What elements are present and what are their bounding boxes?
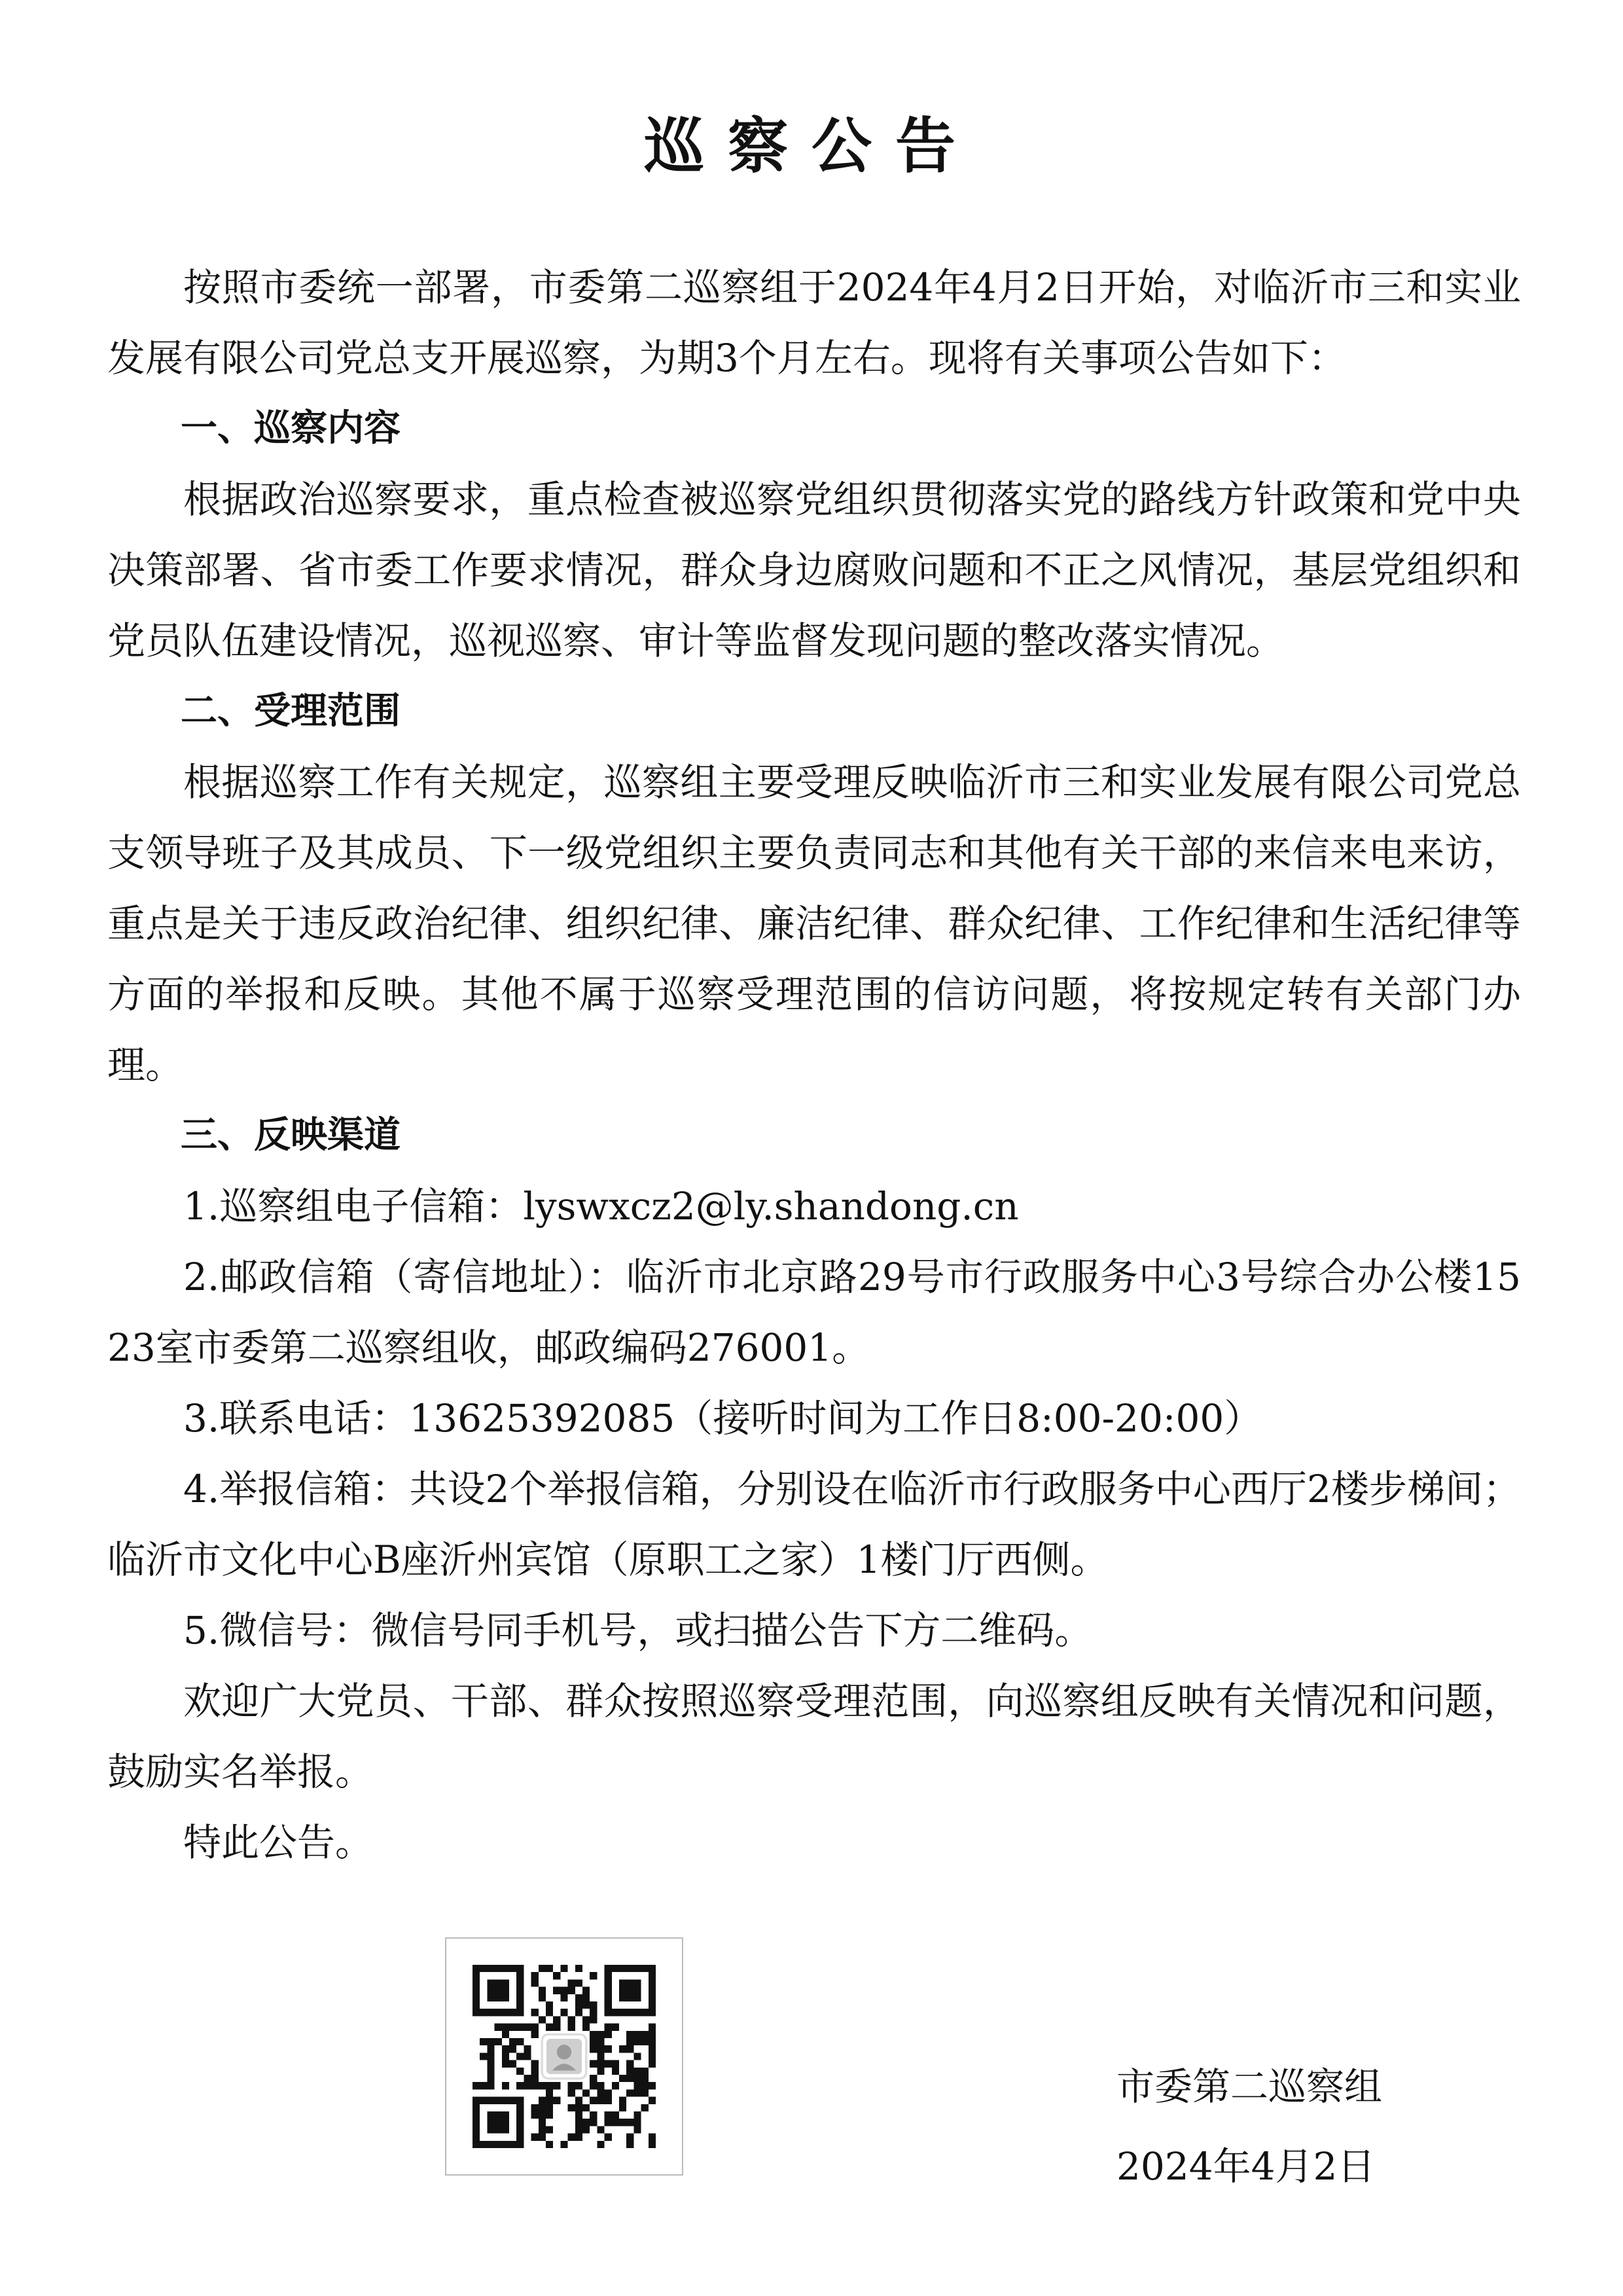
section-heading-scope: 二、受理范围: [181, 690, 401, 732]
intro-paragraph: 按照市委统一部署，市委第二巡察组于2024年4月2日开始，对临沂市三和实业发展有限公司党总支开展巡察，为期3个月左右。现将有关事项公告如下：: [107, 265, 1521, 380]
section-paragraph: 根据巡察工作有关规定，巡察组主要受理反映临沂市三和实业发展有限公司党总支领导班子及其成员、下一级党组织主要负责同志和其他有关干部的来信来电来访，重点是关于违反政治纪律、组织纪律、廉洁纪律、群众纪律、工作纪律和生活纪律等方面的举报和反映。其他不属于巡察受理范围的信访问题，将按规定转有关部门办理。: [107, 760, 1521, 1087]
section-heading-channels: 三、反映渠道: [181, 1114, 401, 1157]
signature-date: 2024年4月2日: [1116, 2144, 1376, 2189]
qr-code-icon: [473, 1965, 656, 2148]
announcement-body: [107, 252, 1521, 1878]
channel-wechat: 5.微信号：微信号同手机号，或扫描公告下方二维码。: [183, 1608, 1093, 1653]
notice-line: 特此公告。: [183, 1820, 374, 1865]
section-heading-content: 一、巡察内容: [181, 407, 401, 450]
channel-phone: 3.联系电话：13625392085（接听时间为工作日8:00-20:00）: [183, 1396, 1262, 1441]
channel-email: 1.巡察组电子信箱：lyswxcz2@ly.shandong.cn: [183, 1184, 1019, 1229]
channel-mailbox: 4.举报信箱：共设2个举报信箱，分别设在临沂市行政服务中心西厅2楼步梯间；临沂市文化中心B座沂州宾馆（原职工之家）1楼门厅西侧。: [107, 1467, 1521, 1582]
closing-paragraph: 欢迎广大党员、干部、群众按照巡察受理范围，向巡察组反映有关情况和问题，鼓励实名举报。: [107, 1679, 1521, 1794]
page-title: 巡察公告: [643, 111, 979, 181]
avatar-icon: [542, 2034, 586, 2078]
signature-org: 市委第二巡察组: [1116, 2064, 1383, 2109]
section-paragraph: 根据政治巡察要求，重点检查被巡察党组织贯彻落实党的路线方针政策和党中央决策部署、省市委工作要求情况，群众身边腐败问题和不正之风情况，基层党组织和党员队伍建设情况，巡视巡察、审计等监督发现问题的整改落实情况。: [107, 477, 1521, 663]
channel-postal: 2.邮政信箱（寄信地址）：临沂市北京路29号市行政服务中心3号综合办公楼1523室市委第二巡察组收，邮政编码276001。: [107, 1255, 1521, 1370]
signature-block: [1116, 2054, 1483, 2199]
qr-code: [445, 1937, 683, 2176]
